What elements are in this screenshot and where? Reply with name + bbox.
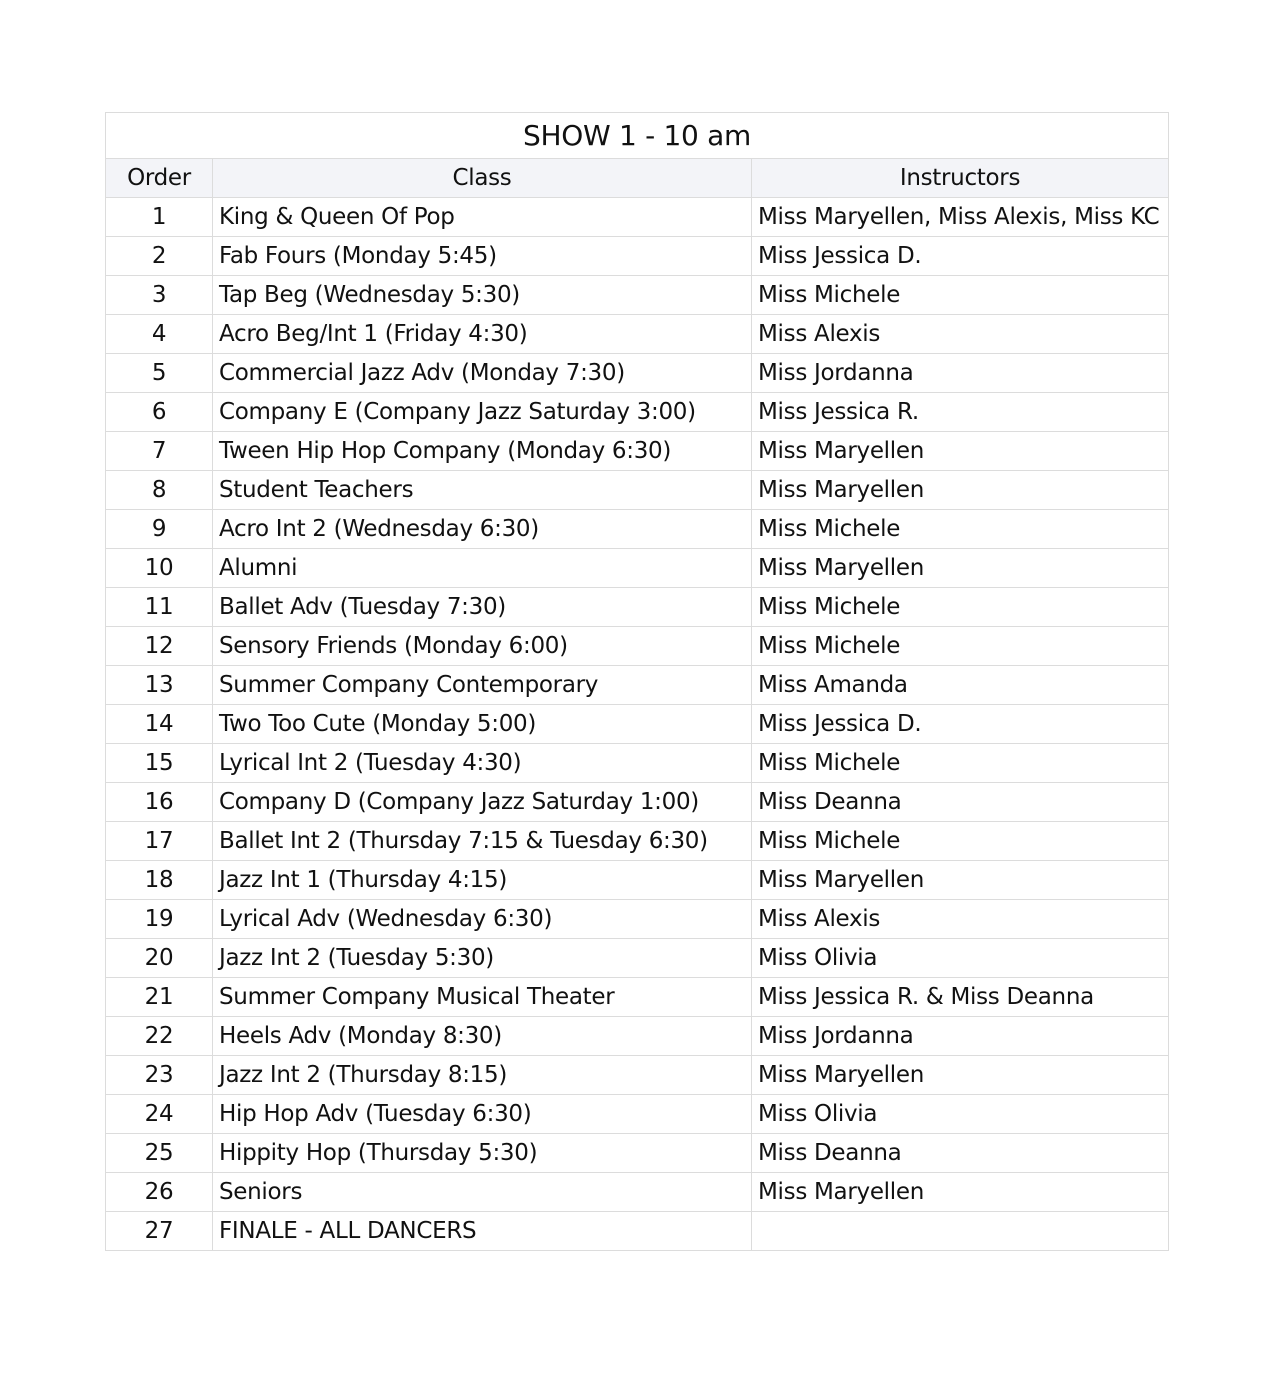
class-cell: Student Teachers xyxy=(213,471,752,510)
instructors-cell: Miss Michele xyxy=(752,744,1169,783)
order-cell: 21 xyxy=(106,978,213,1017)
column-header-instructors: Instructors xyxy=(752,159,1169,198)
table-row xyxy=(106,198,1169,237)
instructors-cell: Miss Jessica D. xyxy=(752,237,1169,276)
table-row xyxy=(106,549,1169,588)
order-cell: 9 xyxy=(106,510,213,549)
class-cell: Acro Int 2 (Wednesday 6:30) xyxy=(213,510,752,549)
class-cell: Fab Fours (Monday 5:45) xyxy=(213,237,752,276)
order-cell: 19 xyxy=(106,900,213,939)
order-cell: 5 xyxy=(106,354,213,393)
instructors-cell: Miss Jessica R. & Miss Deanna xyxy=(752,978,1169,1017)
order-cell: 4 xyxy=(106,315,213,354)
instructors-cell xyxy=(752,1212,1169,1251)
class-cell: Two Too Cute (Monday 5:00) xyxy=(213,705,752,744)
class-cell: Lyrical Adv (Wednesday 6:30) xyxy=(213,900,752,939)
instructors-cell: Miss Michele xyxy=(752,588,1169,627)
order-cell: 1 xyxy=(106,198,213,237)
instructors-cell: Miss Michele xyxy=(752,822,1169,861)
instructors-cell: Miss Maryellen xyxy=(752,1173,1169,1212)
table-row xyxy=(106,822,1169,861)
show-title: SHOW 1 - 10 am xyxy=(106,113,1169,159)
class-cell: Ballet Adv (Tuesday 7:30) xyxy=(213,588,752,627)
table-row xyxy=(106,705,1169,744)
table-row xyxy=(106,627,1169,666)
table-row xyxy=(106,1134,1169,1173)
order-cell: 15 xyxy=(106,744,213,783)
table-row xyxy=(106,315,1169,354)
instructors-cell: Miss Olivia xyxy=(752,939,1169,978)
order-cell: 3 xyxy=(106,276,213,315)
instructors-cell: Miss Jessica D. xyxy=(752,705,1169,744)
class-cell: Sensory Friends (Monday 6:00) xyxy=(213,627,752,666)
order-cell: 20 xyxy=(106,939,213,978)
instructors-cell: Miss Maryellen xyxy=(752,432,1169,471)
instructors-cell: Miss Jessica R. xyxy=(752,393,1169,432)
class-cell: Heels Adv (Monday 8:30) xyxy=(213,1017,752,1056)
class-cell: Summer Company Contemporary xyxy=(213,666,752,705)
instructors-cell: Miss Maryellen xyxy=(752,549,1169,588)
order-cell: 2 xyxy=(106,237,213,276)
class-cell: Hip Hop Adv (Tuesday 6:30) xyxy=(213,1095,752,1134)
instructors-cell: Miss Alexis xyxy=(752,900,1169,939)
order-cell: 18 xyxy=(106,861,213,900)
table-row xyxy=(106,900,1169,939)
order-cell: 12 xyxy=(106,627,213,666)
class-cell: Company E (Company Jazz Saturday 3:00) xyxy=(213,393,752,432)
schedule-rows xyxy=(106,198,1169,1251)
class-cell: Seniors xyxy=(213,1173,752,1212)
table-row xyxy=(106,471,1169,510)
order-cell: 26 xyxy=(106,1173,213,1212)
instructors-cell: Miss Maryellen, Miss Alexis, Miss KC xyxy=(752,198,1169,237)
class-cell: Jazz Int 2 (Thursday 8:15) xyxy=(213,1056,752,1095)
order-cell: 22 xyxy=(106,1017,213,1056)
instructors-cell: Miss Jordanna xyxy=(752,1017,1169,1056)
order-cell: 17 xyxy=(106,822,213,861)
class-cell: Ballet Int 2 (Thursday 7:15 & Tuesday 6:30) xyxy=(213,822,752,861)
class-cell: Summer Company Musical Theater xyxy=(213,978,752,1017)
column-header-class: Class xyxy=(213,159,752,198)
instructors-cell: Miss Michele xyxy=(752,627,1169,666)
show-schedule-table xyxy=(105,112,1169,1251)
table-row xyxy=(106,1173,1169,1212)
table-row xyxy=(106,1212,1169,1251)
table-row xyxy=(106,393,1169,432)
class-cell: Tap Beg (Wednesday 5:30) xyxy=(213,276,752,315)
instructors-cell: Miss Alexis xyxy=(752,315,1169,354)
order-cell: 6 xyxy=(106,393,213,432)
table-row xyxy=(106,978,1169,1017)
column-header-order: Order xyxy=(106,159,213,198)
table-row xyxy=(106,1017,1169,1056)
class-cell: Jazz Int 1 (Thursday 4:15) xyxy=(213,861,752,900)
instructors-cell: Miss Michele xyxy=(752,510,1169,549)
order-cell: 24 xyxy=(106,1095,213,1134)
order-cell: 14 xyxy=(106,705,213,744)
class-cell: Jazz Int 2 (Tuesday 5:30) xyxy=(213,939,752,978)
order-cell: 7 xyxy=(106,432,213,471)
order-cell: 10 xyxy=(106,549,213,588)
instructors-cell: Miss Olivia xyxy=(752,1095,1169,1134)
table-row xyxy=(106,861,1169,900)
table-row xyxy=(106,1095,1169,1134)
class-cell: Tween Hip Hop Company (Monday 6:30) xyxy=(213,432,752,471)
instructors-cell: Miss Amanda xyxy=(752,666,1169,705)
order-cell: 25 xyxy=(106,1134,213,1173)
instructors-cell: Miss Deanna xyxy=(752,1134,1169,1173)
table-row xyxy=(106,939,1169,978)
instructors-cell: Miss Maryellen xyxy=(752,861,1169,900)
table-row xyxy=(106,783,1169,822)
table-row xyxy=(106,432,1169,471)
table-row xyxy=(106,666,1169,705)
order-cell: 8 xyxy=(106,471,213,510)
instructors-cell: Miss Jordanna xyxy=(752,354,1169,393)
order-cell: 16 xyxy=(106,783,213,822)
table-row xyxy=(106,744,1169,783)
table-row xyxy=(106,1056,1169,1095)
class-cell: FINALE - ALL DANCERS xyxy=(213,1212,752,1251)
table-row xyxy=(106,276,1169,315)
order-cell: 27 xyxy=(106,1212,213,1251)
table-row xyxy=(106,588,1169,627)
instructors-cell: Miss Deanna xyxy=(752,783,1169,822)
class-cell: Commercial Jazz Adv (Monday 7:30) xyxy=(213,354,752,393)
class-cell: Acro Beg/Int 1 (Friday 4:30) xyxy=(213,315,752,354)
table-row xyxy=(106,237,1169,276)
column-header-row xyxy=(106,159,1169,198)
order-cell: 23 xyxy=(106,1056,213,1095)
table-row xyxy=(106,354,1169,393)
instructors-cell: Miss Maryellen xyxy=(752,471,1169,510)
class-cell: Company D (Company Jazz Saturday 1:00) xyxy=(213,783,752,822)
class-cell: Alumni xyxy=(213,549,752,588)
class-cell: Hippity Hop (Thursday 5:30) xyxy=(213,1134,752,1173)
order-cell: 13 xyxy=(106,666,213,705)
instructors-cell: Miss Michele xyxy=(752,276,1169,315)
order-cell: 11 xyxy=(106,588,213,627)
table-row xyxy=(106,510,1169,549)
class-cell: King & Queen Of Pop xyxy=(213,198,752,237)
class-cell: Lyrical Int 2 (Tuesday 4:30) xyxy=(213,744,752,783)
instructors-cell: Miss Maryellen xyxy=(752,1056,1169,1095)
